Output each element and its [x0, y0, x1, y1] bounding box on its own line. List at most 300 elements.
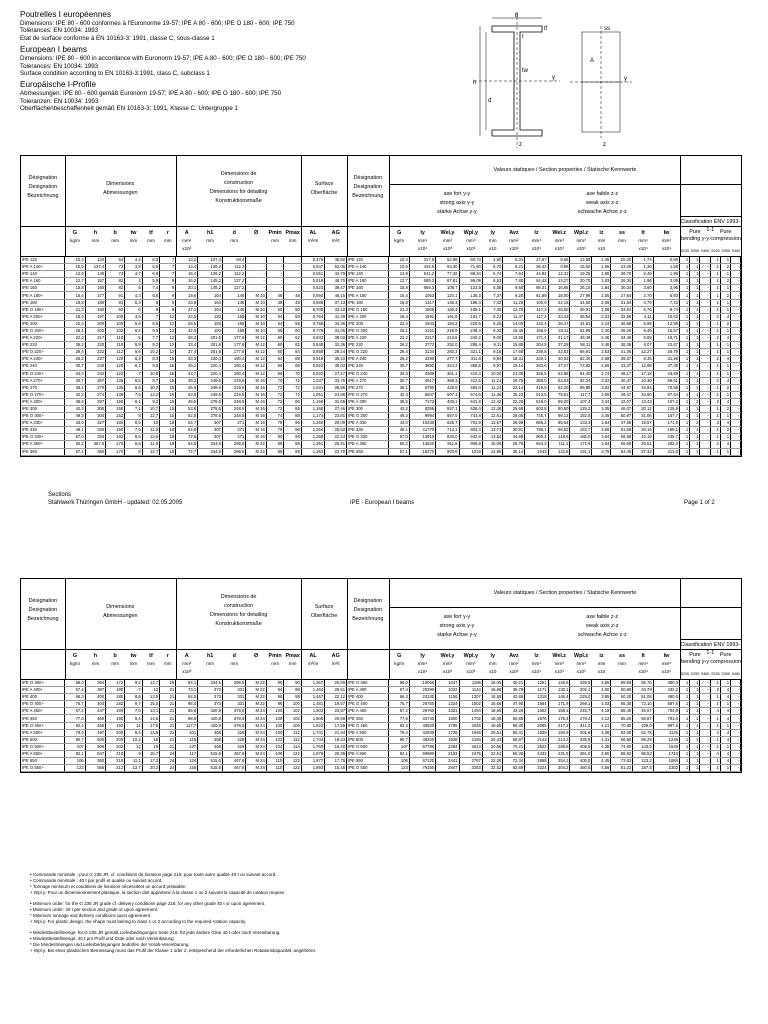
table-cell: 64: [266, 356, 284, 363]
table-cell: 18,75: [503, 377, 525, 384]
table-cell: 7,4: [142, 285, 160, 292]
table-cell: 80,50: [548, 405, 570, 412]
footer-company: Stahlwerk Thüringen GmbH - updated: 02.05.2005: [48, 500, 183, 506]
note-line: * Die Mindestmengen und Lieferbedingungen bedürfen der Vorab-Vereinbarung.: [30, 942, 190, 947]
table-cell: 68: [284, 363, 302, 370]
table-cell: 2: [690, 398, 700, 405]
table-cell: 39,37: [611, 356, 633, 363]
table-cell: 4,12: [592, 715, 611, 722]
table-cell: 1: [690, 434, 700, 441]
table-cell: -: [700, 327, 710, 334]
table-cell: 79160: [409, 765, 435, 772]
table-cell: 8,4: [125, 729, 143, 736]
table-cell: 98,52: [548, 427, 570, 434]
table-cell: 21: [160, 708, 176, 715]
table-cell: 1,893: [301, 765, 324, 772]
table-cell: 28,5: [176, 320, 198, 327]
table-cell: 137,4: [85, 264, 105, 271]
table-cell: -: [731, 306, 741, 313]
unit-label: mm⁴: [417, 238, 428, 243]
table-cell: IPE O 400: [347, 701, 389, 708]
table-cell: 16270: [409, 448, 435, 455]
table-cell: 125,2: [570, 405, 592, 412]
table-cell: M 10: [246, 327, 266, 334]
table-cell: 201,6: [198, 342, 223, 349]
table-cell: 66,3: [65, 694, 85, 701]
table-cell: 47,27: [548, 363, 570, 370]
table-cell: 23,20: [611, 264, 633, 271]
table-cell: 7: [160, 257, 176, 264]
table-cell: 426: [222, 736, 245, 743]
symbol-label: G: [397, 230, 402, 236]
table-cell: 140: [85, 271, 105, 278]
table-cell: 1: [690, 708, 700, 715]
unit-label: m²/t: [331, 238, 340, 243]
table-cell: 37,32: [633, 448, 653, 455]
table-cell: 160: [106, 420, 125, 427]
strong-axis-label: axe fort y-y: [443, 191, 471, 197]
table-cell: 12,7: [142, 413, 160, 420]
table-cell: 36,1: [389, 384, 409, 391]
table-cell: -: [731, 680, 741, 687]
diagram-label: ss: [604, 26, 610, 32]
table-cell: 1: [690, 264, 700, 271]
table-cell: 26,79: [653, 349, 679, 356]
table-cell: -: [266, 285, 284, 292]
table-cell: 1: [690, 441, 700, 448]
table-cell: 150: [106, 398, 125, 405]
table-cell: 1505: [409, 306, 435, 313]
table-cell: 298,6: [222, 441, 245, 448]
table-cell: 10: [142, 420, 160, 427]
table-cell: -: [700, 680, 710, 687]
table-cell: 1125: [653, 729, 679, 736]
table-cell: -: [731, 715, 741, 722]
table-cell: 10,8: [142, 370, 160, 377]
table-row: [21, 320, 741, 327]
table-cell: -: [700, 306, 710, 313]
table-cell: -: [266, 257, 284, 264]
table-cell: 43,37: [611, 363, 633, 370]
symbol-label: Ø: [254, 653, 259, 659]
table-cell: 185,0: [570, 434, 592, 441]
unit-label: mm³: [442, 661, 453, 666]
table-cell: 18,65: [482, 722, 502, 729]
table-cell: 48,70: [325, 278, 347, 285]
table-cell: 64,0: [176, 441, 198, 448]
table-cell: 145,5: [548, 680, 570, 687]
steel-grade-label: S235: [680, 249, 689, 253]
table-cell: 100: [266, 729, 284, 736]
table-cell: 60: [266, 349, 284, 356]
symbol-label: d: [232, 230, 236, 236]
table-cell: 541,8: [459, 398, 482, 405]
table-cell: M 12: [246, 356, 266, 363]
table-cell: 70,58: [653, 384, 679, 391]
table-cell: 38,36: [611, 342, 633, 349]
table-cell: 27,67: [525, 257, 548, 264]
table-cell: 274: [85, 391, 105, 398]
table-cell: 3,45: [592, 413, 611, 420]
table-cell: 10,5: [389, 264, 409, 271]
table-cell: 226,9: [570, 680, 592, 687]
table-cell: 1,041: [301, 384, 324, 391]
table-cell: 42,07: [611, 398, 633, 405]
table-row: [21, 299, 741, 306]
table-cell: -: [284, 257, 302, 264]
table-cell: 158,1: [548, 708, 570, 715]
table-cell: 541,2: [409, 271, 435, 278]
table-cell: IPE O 240+: [21, 370, 65, 377]
table-cell: IPE A 140: [347, 264, 389, 271]
table-cell: 15,7: [142, 750, 160, 757]
table-cell: IPE A 180: [347, 292, 389, 299]
construction-label: construction: [224, 180, 254, 186]
table-cell: 1: [679, 257, 689, 264]
table-cell: 24: [160, 765, 176, 772]
table-cell: M 16: [246, 377, 266, 384]
table-cell: 1324: [436, 701, 459, 708]
table-cell: IPE 160: [21, 285, 65, 292]
table-cell: 1,875: [301, 750, 324, 757]
table-row: [21, 335, 741, 342]
table-cell: 56: [266, 327, 284, 334]
table-cell: 31,17: [548, 335, 570, 342]
table-row: [21, 271, 741, 278]
designation-label: Designation: [353, 607, 383, 613]
table-cell: 62,8: [176, 413, 198, 420]
header-fr: [20, 10, 470, 42]
table-cell: 171,5: [653, 420, 679, 427]
table-cell: 220,6: [459, 320, 482, 327]
table-cell: 4: [720, 398, 730, 405]
table-cell: 166,4: [459, 299, 482, 306]
symbol-label: iz: [599, 653, 604, 659]
table-cell: 54,7: [176, 420, 198, 427]
pure-compression-label: Pure: [719, 652, 732, 658]
table-cell: 3,84: [592, 441, 611, 448]
table-cell: 1022: [436, 687, 459, 694]
table-cell: 6,98: [633, 320, 653, 327]
unit-label: mm³: [442, 238, 453, 243]
table-cell: 26,10: [570, 285, 592, 292]
table-cell: 1: [720, 370, 730, 377]
unit-label: x10⁴: [638, 246, 648, 251]
symbol-label: AL: [309, 653, 317, 659]
table-cell: 1: [710, 278, 720, 285]
table-cell: -: [700, 264, 710, 271]
table-cell: 50,41: [503, 729, 525, 736]
table-cell: 146: [222, 292, 245, 299]
table-cell: 1: [710, 264, 720, 271]
table-cell: 334,6: [198, 680, 223, 687]
table-row: [21, 327, 741, 334]
table-cell: IPE A 500+: [21, 729, 65, 736]
table-cell: 301,6: [570, 729, 592, 736]
table-cell: 1: [690, 722, 700, 729]
unit-label: mm: [271, 238, 279, 243]
unit-label: mm⁴: [531, 661, 542, 666]
table-cell: 1: [690, 736, 700, 743]
table-cell: 66,80: [611, 736, 633, 743]
unit-label: mm: [129, 238, 138, 243]
symbol-label: G: [72, 230, 78, 236]
table-cell: 240: [85, 363, 105, 370]
notes: [30, 872, 710, 959]
table-cell: -: [700, 758, 710, 765]
footer-page-number: Page 1 of 2: [684, 500, 715, 506]
table-cell: 13,71: [482, 427, 502, 434]
table-cell: 31,65: [325, 398, 347, 405]
designation-label: Designation: [28, 184, 58, 190]
table-cell: 1,051: [301, 391, 324, 398]
table-cell: 8,23: [482, 313, 502, 320]
table-cell: -: [731, 327, 741, 334]
table-cell: 1: [710, 299, 720, 306]
construction-label: Dimensions for detailing: [209, 612, 268, 618]
table-cell: 1591: [409, 313, 435, 320]
table-cell: 4: [720, 715, 730, 722]
table-cell: 171,9: [570, 441, 592, 448]
table-cell: 49,47: [611, 391, 633, 398]
table-cell: 183: [198, 313, 223, 320]
table-cell: 0,843: [301, 335, 324, 342]
table-cell: 12,7: [389, 278, 409, 285]
table-cell: 468: [198, 736, 223, 743]
table-cell: 515,6: [198, 750, 223, 757]
table-cell: -: [700, 750, 710, 757]
table-cell: 75,51: [548, 391, 570, 398]
table-cell: 60,30: [503, 750, 525, 757]
table-cell: 16,66: [482, 687, 502, 694]
construction-label: Dimensions de: [220, 171, 257, 177]
table-cell: 4,00: [592, 687, 611, 694]
table-cell: 60,60: [611, 687, 633, 694]
table-cell: 8,65: [548, 257, 570, 264]
table-cell: 1: [679, 285, 689, 292]
table-cell: 42,3: [389, 391, 409, 398]
table-cell: 3224: [525, 765, 548, 772]
note-line: + Wpl.y: Pour un dimensionnement plastique, la section doit appartenir à la classe 1 ou 2 suivant la capacité de rotation requise.: [30, 890, 286, 895]
table-cell: 15,4: [389, 292, 409, 299]
table-cell: 100: [284, 701, 302, 708]
table-cell: IPE O 270: [347, 391, 389, 398]
table-cell: 0,619: [301, 278, 324, 285]
table-cell: 102: [106, 327, 125, 334]
table-cell: 72: [266, 384, 284, 391]
table-cell: 86: [284, 398, 302, 405]
table-cell: 15,8: [65, 285, 85, 292]
table-cell: 278,6: [198, 398, 223, 405]
table-cell: 2194: [459, 736, 482, 743]
unit-label: mm: [91, 661, 100, 666]
table-header: [21, 156, 741, 257]
table-cell: 1676: [525, 715, 548, 722]
table-cell: 361,1: [436, 370, 459, 377]
table-cell: 745,7: [525, 413, 548, 420]
table-cell: 10,2: [142, 384, 160, 391]
table-cell: -: [700, 257, 710, 264]
table-cell: 1: [710, 434, 720, 441]
table-cell: 15: [160, 377, 176, 384]
table-cell: 50: [266, 306, 284, 313]
construction-label: Konstruktionsmaße: [215, 198, 262, 204]
table-cell: 62,00: [611, 729, 633, 736]
table-cell: 1,254: [301, 427, 324, 434]
table-cell: 106: [389, 758, 409, 765]
table-cell: 30,02: [325, 363, 347, 370]
unit-label: x10³: [576, 669, 586, 674]
table-cell: 96,95: [570, 384, 592, 391]
table-cell: 2772: [409, 342, 435, 349]
table-cell: 22,52: [482, 765, 502, 772]
table-cell: 1: [679, 736, 689, 743]
table-cell: 49,1: [389, 427, 409, 434]
table-cell: 36,5: [389, 398, 409, 405]
table-cell: 4: [720, 420, 730, 427]
table-row: [21, 356, 741, 363]
table-cell: 1,84: [592, 285, 611, 292]
diagram-label: A: [590, 58, 595, 64]
table-cell: 6,6: [125, 441, 143, 448]
table-cell: 6,6: [125, 384, 143, 391]
table-cell: 72: [266, 398, 284, 405]
table-cell: IPE O 550: [347, 765, 389, 772]
table-cell: 18,8: [389, 299, 409, 306]
table-cell: 13,43: [633, 398, 653, 405]
table-cell: -: [731, 285, 741, 292]
table-cell: 39,91: [570, 306, 592, 313]
unit-label: mm: [147, 661, 155, 666]
table-cell: 96,4: [176, 701, 198, 708]
table-cell: 4,90: [482, 257, 502, 264]
symbol-label: Wpl.z: [574, 230, 589, 236]
table-cell: 1: [710, 370, 720, 377]
unit-label: x10²: [182, 669, 192, 674]
table-cell: 20,43: [482, 736, 502, 743]
pure-compression-label: Pure: [719, 229, 732, 235]
table-cell: 15: [160, 356, 176, 363]
table-cell: 220: [85, 342, 105, 349]
table-cell: 2475: [459, 750, 482, 757]
table-cell: 64: [284, 349, 302, 356]
table-cell: 1: [679, 434, 689, 441]
table-cell: 34,79: [633, 687, 653, 694]
table-cell: 1,174: [301, 413, 324, 420]
table-cell: 11770: [409, 427, 435, 434]
dimensions-label: Dimensions: [106, 181, 135, 187]
symbol-label: Wel.z: [552, 230, 567, 236]
steel-grade-label: S235: [711, 249, 720, 253]
table-cell: 23130: [409, 694, 435, 701]
table-cell: 73,62: [611, 758, 633, 765]
table-row: [21, 413, 741, 420]
table-cell: 4,7: [125, 271, 143, 278]
table-cell: 18: [160, 427, 176, 434]
symbol-label: r: [166, 653, 169, 659]
table-cell: 160: [106, 427, 125, 434]
table-cell: 5,69: [633, 335, 653, 342]
table-cell: 3,55: [592, 427, 611, 434]
table-cell: 125,9: [653, 405, 679, 412]
table-cell: 96: [266, 701, 284, 708]
table-cell: 5,5: [125, 377, 143, 384]
table-cell: 334,6: [198, 448, 223, 455]
symbol-label: Pmax: [285, 653, 300, 659]
table-cell: 0,89: [653, 257, 679, 264]
table-cell: 0,475: [301, 257, 324, 264]
table-cell: IPE O 550+: [21, 765, 65, 772]
table-cell: 29,4: [65, 349, 85, 356]
table-cell: 2,05: [592, 292, 611, 299]
symbol-label: h: [93, 230, 98, 236]
table-cell: -: [731, 342, 741, 349]
table-cell: 29,4: [389, 349, 409, 356]
table-cell: 68,52: [611, 750, 633, 757]
table-cell: 48: [266, 292, 284, 299]
table-cell: 171,4: [525, 335, 548, 342]
table-cell: 152,6: [570, 413, 592, 420]
unit-label: x10³: [576, 246, 586, 251]
table-row: [21, 448, 741, 455]
table-cell: 67120: [409, 758, 435, 765]
table-cell: 307: [198, 427, 223, 434]
table-cell: 156: [176, 765, 198, 772]
table-cell: 0,779: [301, 327, 324, 334]
table-cell: 1: [710, 448, 720, 455]
table-cell: 12,46: [482, 405, 502, 412]
table-cell: 587,6: [653, 701, 679, 708]
table-cell: 307: [198, 420, 223, 427]
table-cell: 159: [222, 320, 245, 327]
table-cell: 1,877: [301, 758, 324, 765]
table-cell: 7,6: [125, 708, 143, 715]
table-cell: 657,5: [436, 413, 459, 420]
table-cell: 447: [85, 708, 105, 715]
table-cell: -: [700, 448, 710, 455]
table-cell: 366,6: [459, 363, 482, 370]
table-cell: 1171: [525, 687, 548, 694]
table-cell: IPE 550: [347, 758, 389, 765]
table-cell: 788,1: [525, 427, 548, 434]
table-cell: 62,78: [633, 729, 653, 736]
symbol-label: AG: [331, 230, 340, 236]
table-cell: M 24: [246, 729, 266, 736]
table-cell: 1: [720, 306, 730, 313]
table-cell: 98: [284, 694, 302, 701]
note-line: • Minimum order: for the G 235 JR grade cf. delivery conditions page 216; for any other grade 40 t or upon agreement.: [30, 901, 266, 906]
table-cell: 4,38: [592, 729, 611, 736]
table-cell: 165,4: [436, 306, 459, 313]
table-cell: 176,4: [548, 715, 570, 722]
table-cell: 400: [85, 694, 105, 701]
table-cell: 2142: [525, 736, 548, 743]
table-cell: 10,00: [482, 370, 502, 377]
table-cell: IPE 180: [21, 299, 65, 306]
symbol-label: h1: [206, 653, 214, 659]
table-cell: -: [246, 264, 266, 271]
table-cell: 110: [106, 335, 125, 342]
table-cell: IPE 300: [21, 405, 65, 412]
steel-grade-label: S235: [711, 672, 720, 676]
notes-en: [30, 901, 710, 925]
table-cell: -: [700, 285, 710, 292]
table-cell: 1: [710, 285, 720, 292]
table-cell: 84,5: [176, 694, 198, 701]
table-cell: 6: [125, 306, 143, 313]
table-cell: 22,24: [325, 434, 347, 441]
table-cell: 9,2: [125, 680, 143, 687]
